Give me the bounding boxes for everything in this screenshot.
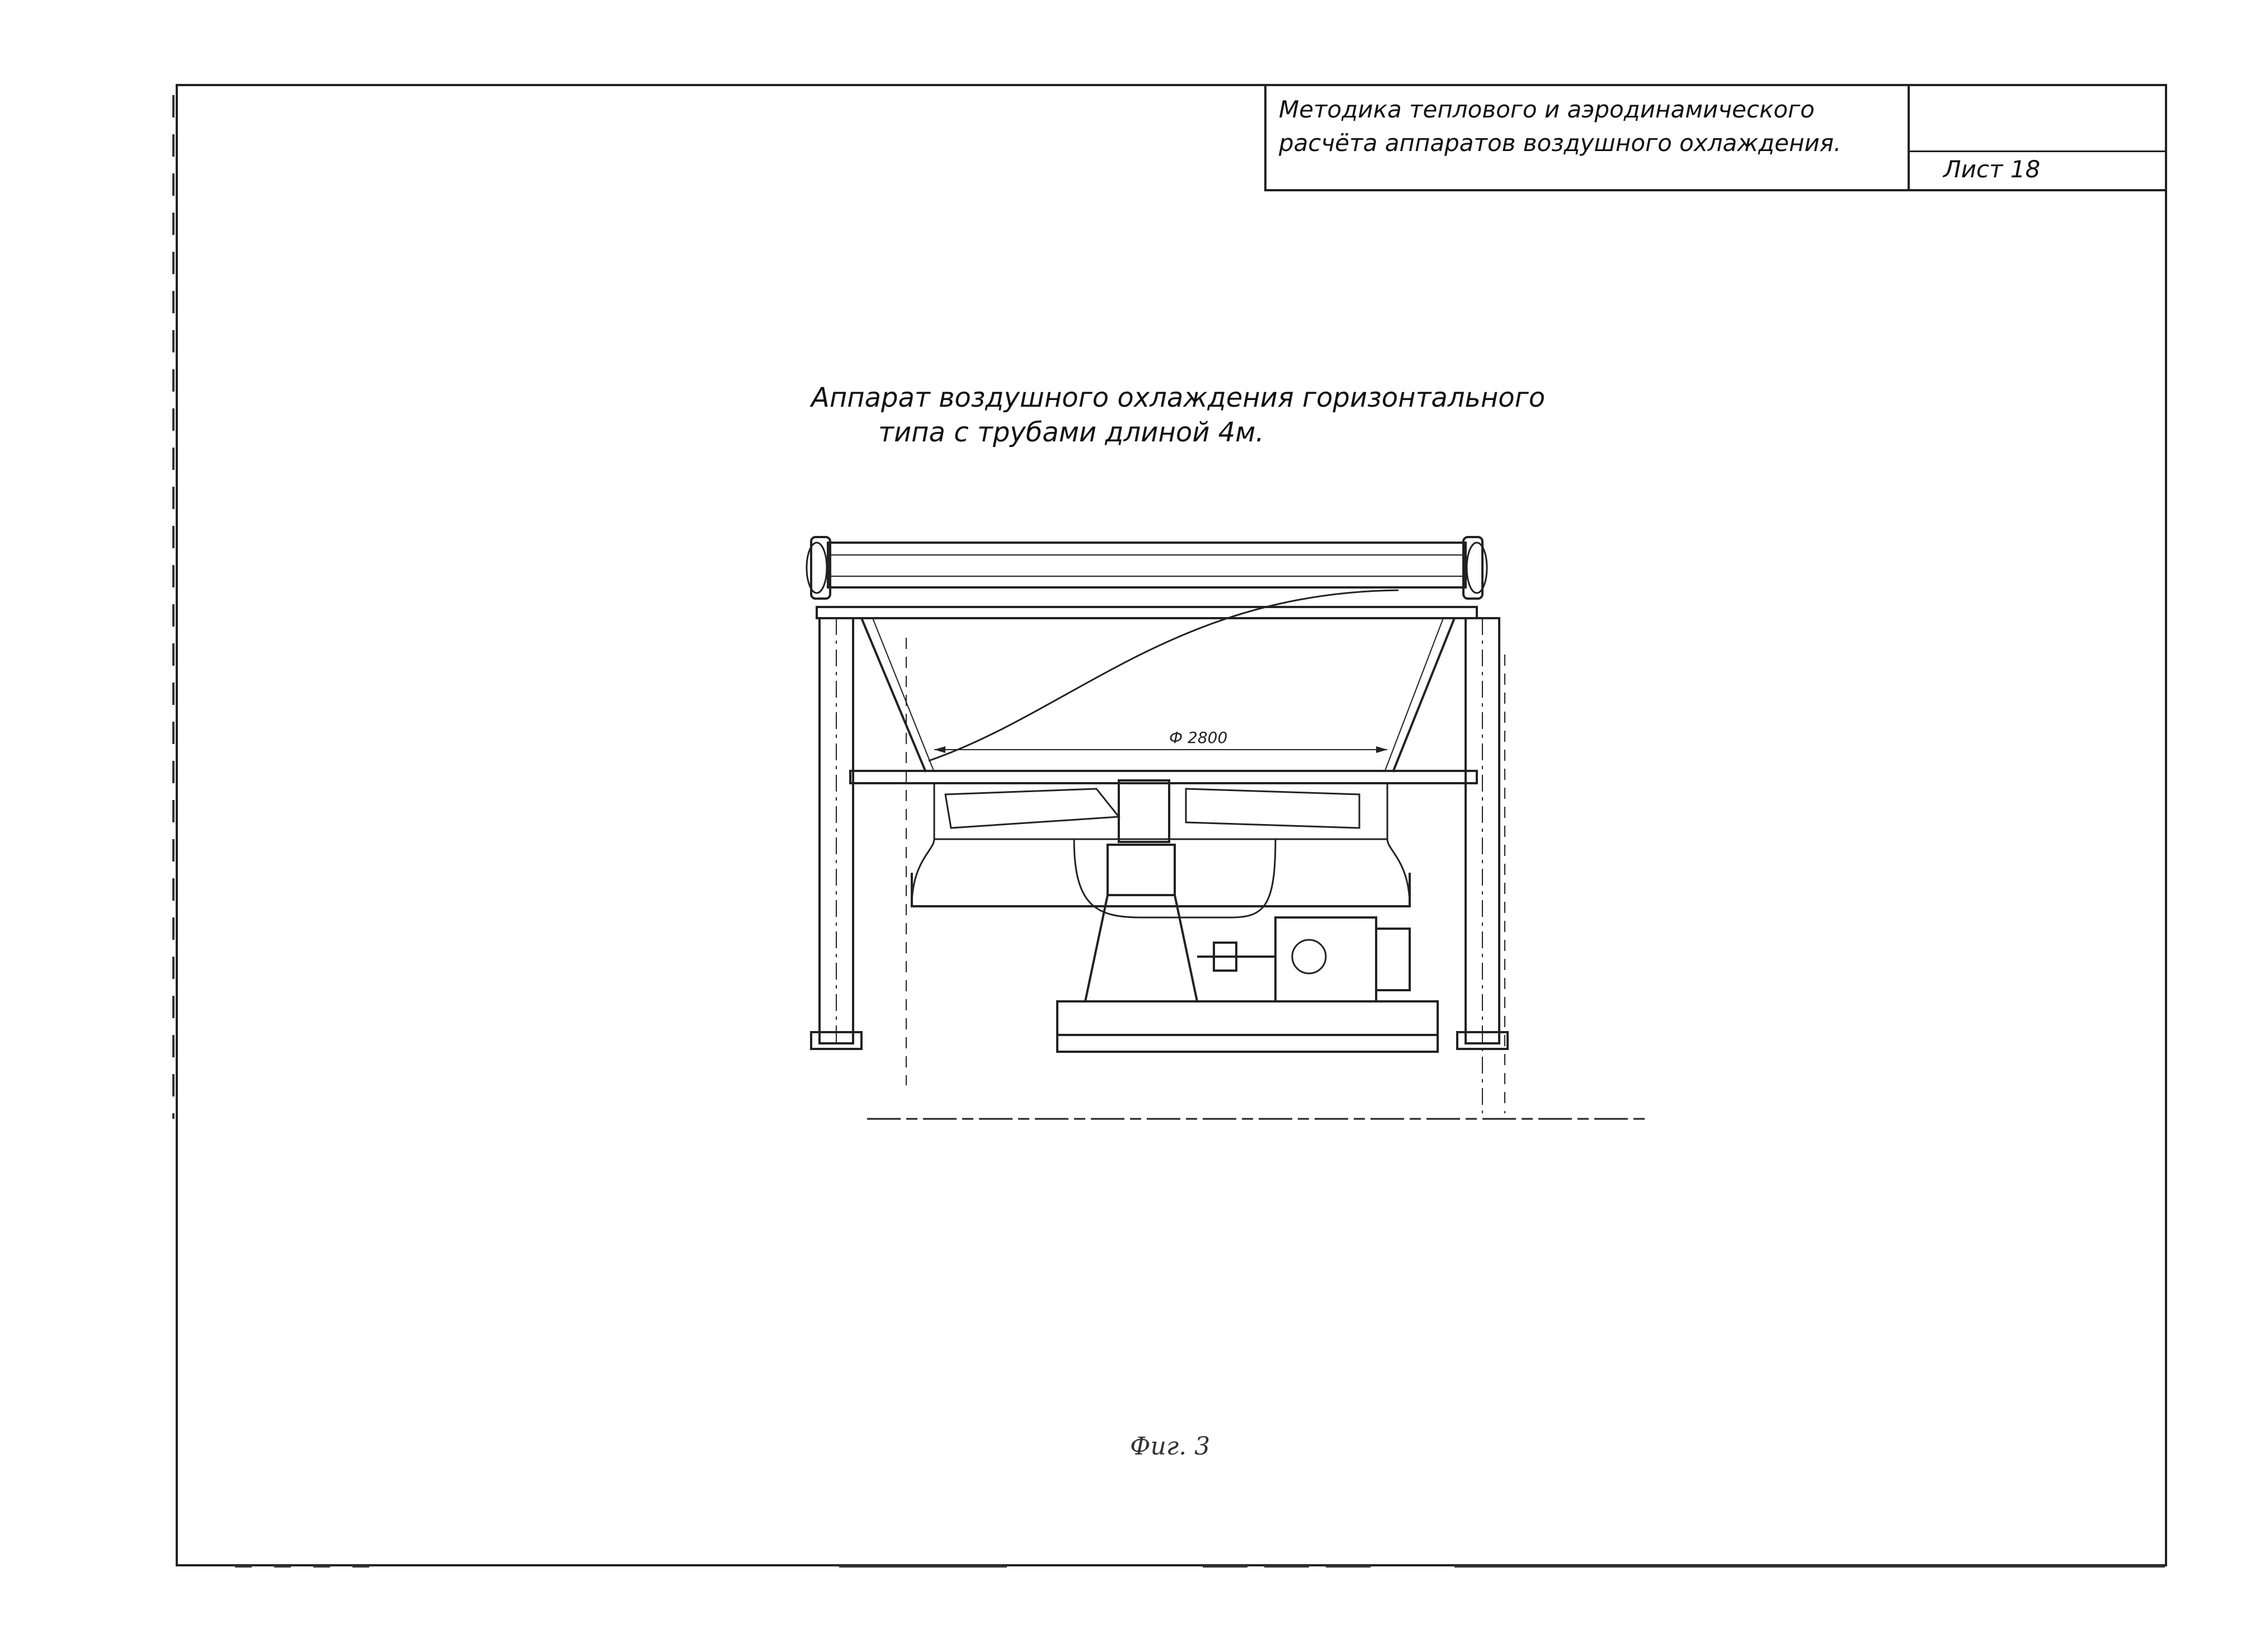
sheet-number: Лист 18 [1943,156,2041,183]
gearbox-column [1108,845,1175,895]
drawing-title-line-1: Аппарат воздушного охлаждения горизонтального [811,382,1546,413]
title-block-line-2: расчёта аппаратов воздушного охлаждения. [1279,129,1842,157]
diffuser-left [861,618,926,772]
top-beam [817,607,1477,618]
cover-curve [929,590,1399,761]
title-block-description [1266,84,1910,189]
title-block [1264,84,2167,191]
air-cooler-drawing [783,526,1678,1175]
fan-blade-left [945,789,1119,828]
title-block-empty-cell [1910,84,2167,152]
sheet-number-cell [1910,152,2167,189]
diffuser-right [1393,618,1454,772]
fan-blade-right [1186,789,1359,828]
equipment-base [1057,1001,1438,1035]
dimension-label: Ф 2800 [1169,728,1228,747]
drawing-title [811,380,1650,450]
fan-hub [1119,780,1169,842]
title-block-line-1: Методика теплового и аэродинамического [1279,96,1815,123]
tube-bundle [828,543,1466,587]
drawing-title-line-2: типа с трубами длиной 4м. [878,417,1264,448]
figure-label: Фиг. 3 [1130,1432,1211,1461]
